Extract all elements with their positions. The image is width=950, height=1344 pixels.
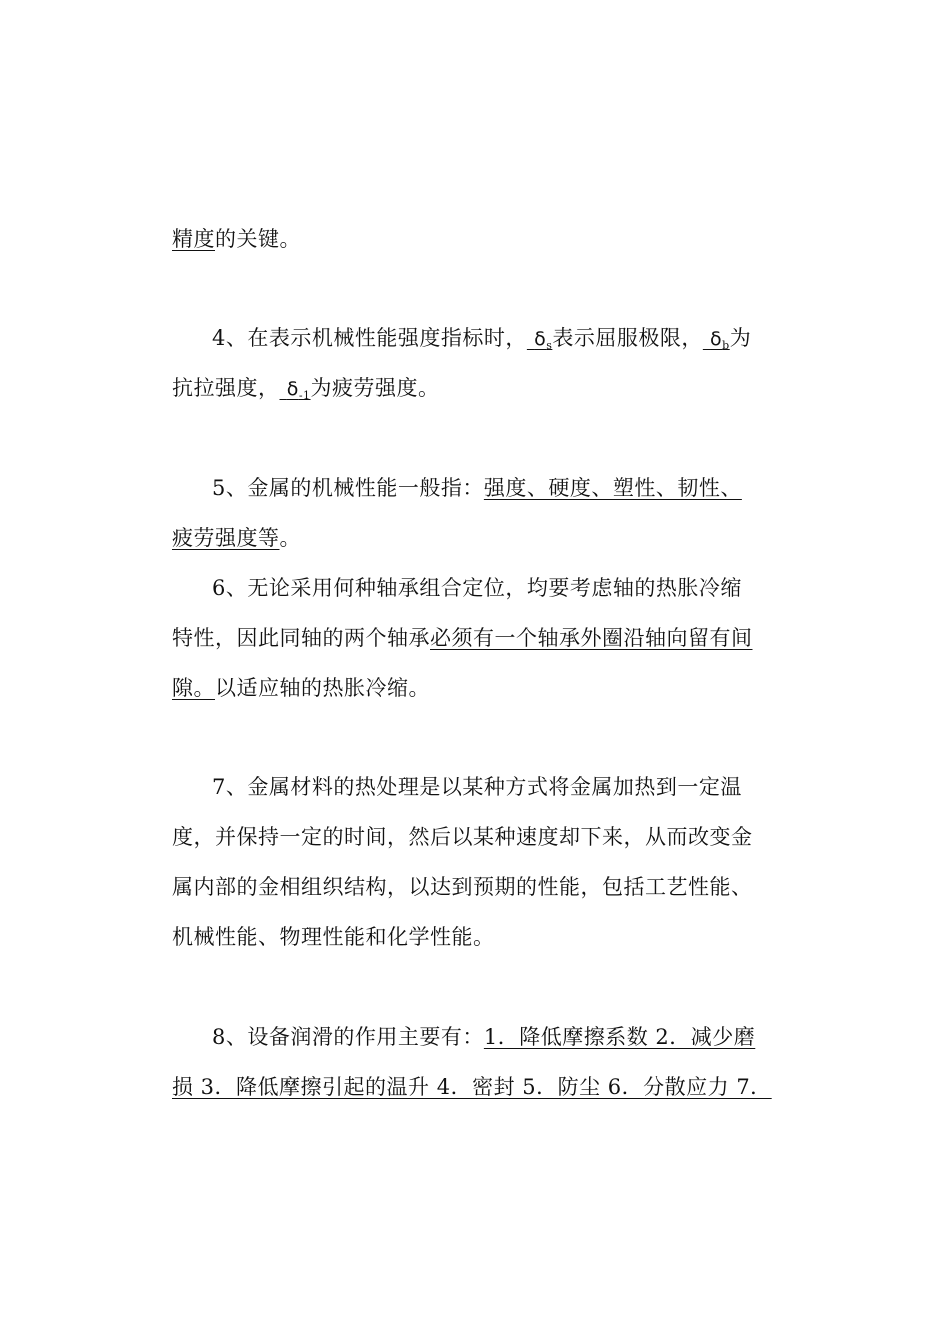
underlined-answer: 隙。: [172, 676, 215, 700]
paragraph-text: 无论采用何种轴承组合定位，均要考虑轴的热胀冷缩: [247, 576, 742, 600]
subscript: b: [722, 339, 730, 352]
subscript: -1: [298, 389, 311, 402]
paragraph-text: 为疲劳强度。: [310, 376, 440, 400]
item-number: 6、: [212, 576, 248, 600]
item-5-line-2: [172, 523, 782, 553]
item-6-line-1: [212, 573, 782, 603]
delta-symbol: δ: [534, 328, 547, 350]
paragraph-text: 为: [729, 326, 752, 350]
paragraph-text: 金属的机械性能一般指：: [247, 476, 484, 500]
underlined-answer: 1．降低摩擦系数 2．减少磨: [483, 1025, 756, 1049]
paragraph-text: 抗拉强度，: [172, 376, 280, 400]
item-7-line-2: [172, 822, 782, 852]
underlined-answer: [703, 326, 730, 350]
item-number: 7、: [212, 775, 248, 799]
paragraph-3-tail: [172, 224, 782, 254]
paragraph-text: 表示屈服极限，: [552, 326, 703, 350]
item-4-line-2: [172, 373, 782, 411]
paragraph-text: 在表示机械性能强度指标时，: [247, 326, 527, 350]
paragraph-text: 特性，因此同轴的两个轴承: [172, 626, 430, 650]
item-5-line-1: [212, 473, 782, 503]
item-4-line-1: [212, 323, 782, 361]
paragraph-text: 金属材料的热处理是以某种方式将金属加热到一定温: [247, 775, 742, 799]
paragraph-text: 属内部的金相组织结构，以达到预期的性能，包括工艺性能、: [172, 875, 753, 899]
paragraph-text: 设备润滑的作用主要有：: [247, 1025, 484, 1049]
paragraph-text: 的关键。: [215, 227, 301, 251]
item-7-line-1: [212, 772, 782, 802]
underlined-answer: 损 3．降低摩擦引起的温升 4．密封 5．防尘 6．分散应力 7．: [172, 1075, 772, 1099]
underlined-answer: 精度: [172, 227, 215, 251]
underlined-answer: 疲劳强度等: [172, 526, 280, 550]
paragraph-text: 。: [279, 526, 301, 550]
paragraph-text: 机械性能、物理性能和化学性能。: [172, 925, 495, 949]
item-number: 4、: [212, 326, 248, 350]
item-number: 5、: [212, 476, 248, 500]
underlined-answer: [527, 326, 552, 350]
paragraph-text: 度，并保持一定的时间，然后以某种速度却下来，从而改变金: [172, 825, 753, 849]
underlined-answer: [280, 376, 311, 400]
delta-symbol: δ: [710, 328, 723, 350]
paragraph-text: 以适应轴的热胀冷缩。: [215, 676, 430, 700]
item-8-line-1: [212, 1022, 782, 1052]
underlined-answer: 强度、硬度、塑性、韧性、: [483, 476, 742, 500]
item-7-line-3: [172, 872, 782, 902]
item-6-line-2: [172, 623, 782, 653]
item-6-line-3: [172, 673, 782, 703]
underlined-answer: 必须有一个轴承外圈沿轴向留有间: [430, 626, 753, 650]
item-8-line-2: [172, 1072, 782, 1102]
delta-symbol: δ: [286, 378, 299, 400]
subscript: s: [546, 339, 553, 352]
item-number: 8、: [212, 1025, 248, 1049]
item-7-line-4: [172, 922, 782, 952]
